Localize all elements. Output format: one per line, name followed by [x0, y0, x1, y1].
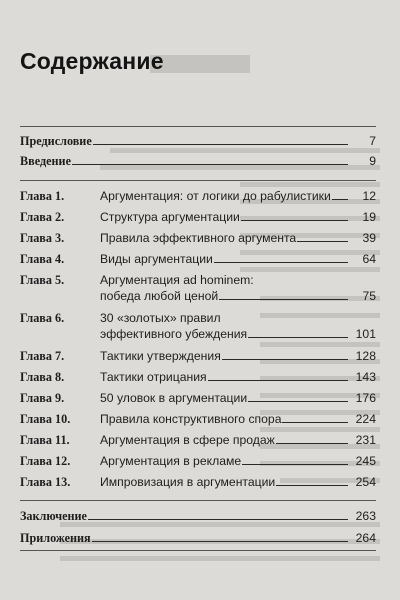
chapter-title-line-1: Аргументация ad hominem: — [100, 273, 254, 287]
page-number: 224 — [355, 412, 376, 426]
page-number: 75 — [362, 289, 376, 303]
chapter-label: Глава 11. — [20, 433, 70, 447]
chapter-title: Аргументация в сфере продаж — [100, 433, 275, 447]
entry-title: Заключение — [20, 509, 87, 523]
page-number: 39 — [362, 231, 376, 245]
chapter-title-line-2: победа любой ценой — [100, 289, 219, 303]
page-number: 264 — [355, 531, 376, 545]
page-number: 19 — [362, 210, 376, 224]
chapter-title: Импровизация в аргументации — [100, 475, 276, 489]
page-number: 128 — [355, 349, 376, 363]
chapter-label: Глава 5. — [20, 273, 65, 287]
entry-title: Введение — [20, 154, 71, 168]
page-number: 231 — [355, 433, 376, 447]
chapter-label: Глава 1. — [20, 189, 65, 203]
chapter-label: Глава 9. — [20, 391, 65, 405]
chapter-label: Глава 2. — [20, 210, 65, 224]
page-number: 7 — [369, 134, 376, 148]
page-number: 101 — [355, 327, 376, 341]
chapter-title-line-1: 30 «золотых» правил — [100, 311, 221, 325]
chapter-title: Тактики утверждения — [100, 349, 221, 363]
chapter-title: 50 уловок в аргументации — [100, 391, 248, 405]
chapter-title-line-2: эффективного убеждения — [100, 327, 248, 341]
toc-heading: Содержание — [20, 48, 164, 74]
section-divider-2 — [20, 500, 376, 501]
page-number: 143 — [355, 370, 376, 384]
page-number: 245 — [355, 454, 376, 468]
chapter-label: Глава 13. — [20, 475, 71, 489]
chapter-title: Тактики отрицания — [100, 370, 207, 384]
chapter-label: Глава 3. — [20, 231, 65, 245]
chapter-label: Глава 10. — [20, 412, 71, 426]
chapter-title: Аргументация: от логики до рабулистики — [100, 189, 331, 203]
chapter-label: Глава 7. — [20, 349, 65, 363]
chapter-title: Виды аргументации — [100, 252, 213, 266]
chapter-title: Структура аргументации — [100, 210, 240, 224]
section-divider-1 — [20, 180, 376, 181]
page-number: 176 — [355, 391, 376, 405]
page-number: 64 — [362, 252, 376, 266]
entry-title: Предисловие — [20, 134, 92, 148]
chapter-title: Правила конструктивного спора — [100, 412, 282, 426]
page-number: 263 — [355, 509, 376, 523]
chapter-title: Правила эффективного аргумента — [100, 231, 297, 245]
chapter-label: Глава 6. — [20, 311, 65, 325]
chapter-title: Аргументация в рекламе — [100, 454, 242, 468]
bottom-divider — [20, 550, 376, 551]
page-number: 9 — [369, 154, 376, 168]
chapter-label: Глава 4. — [20, 252, 65, 266]
page-number: 12 — [362, 189, 376, 203]
chapter-label: Глава 12. — [20, 454, 71, 468]
page-number: 254 — [355, 475, 376, 489]
entry-title: Приложения — [20, 531, 91, 545]
chapter-label: Глава 8. — [20, 370, 65, 384]
top-divider — [20, 126, 376, 127]
